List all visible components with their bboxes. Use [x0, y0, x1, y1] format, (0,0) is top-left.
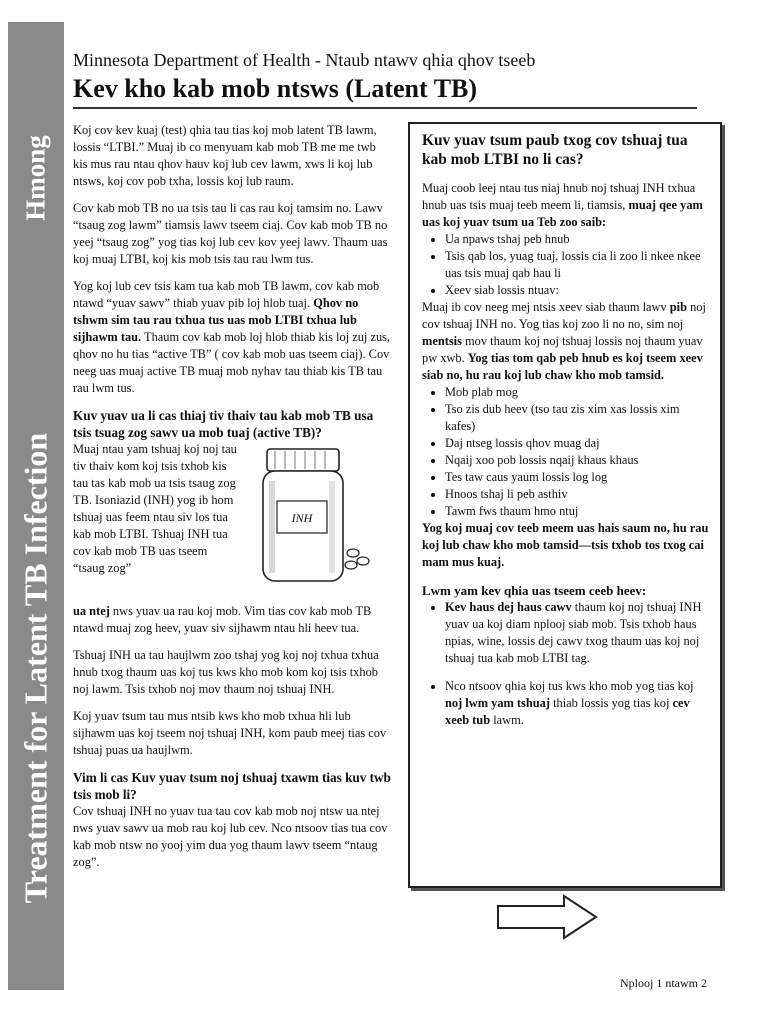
heading-prevent: Kuv yuav ua li cas thiaj tiv thaiv tau kab mob TB usa tsis tsuag zog sawv ua mob tuaj (active TB)? [73, 408, 374, 440]
left-column [73, 122, 391, 881]
remind-a: Nco ntsoov qhia koj tus kws kho mob yog tias koj [445, 679, 694, 693]
symptom-list [422, 231, 710, 299]
box-intro [422, 180, 710, 231]
medicine-bottle-illustration [249, 441, 389, 591]
paragraph-active-tb [73, 278, 391, 397]
remind-e: lawm. [490, 713, 524, 727]
medicine-section [73, 441, 391, 617]
list-item: • Hnoos tshaj li peb asthiv [445, 486, 710, 503]
department-name: Minnesota Department of Health - Ntaub ntawv qhia qhov tseeb [73, 50, 536, 70]
remind-c: thiab lossis yog tias koj [549, 696, 673, 710]
list-item: • Tso zis dub heev (tso tau zis xim xas lossis xim kafes) [445, 401, 710, 435]
nausea-note [422, 299, 710, 384]
remind-b: noj lwm yam tshuaj [445, 696, 550, 710]
remind-d: cev xeeb tub [445, 696, 690, 727]
list-item: • Tsis qab los, yuag tuaj, lossis cia li zoo li nkee nkee uas tsis muaj qab hau li [445, 248, 710, 282]
paragraph-inh-bold: ua ntej [73, 604, 110, 618]
other-advice-heading: Lwm yam kev qhia uas tseem ceeb heev: [422, 583, 647, 598]
page-number: Nplooj 1 ntawm 2 [620, 976, 707, 990]
paragraph-active-tb-bold: Qhov no tshwm sim tau rau txhua tus uas mob LTBI txhua lub sijhawm tau. [73, 296, 359, 344]
alcohol-bold: Kev haus dej haus cawv [445, 600, 572, 614]
header [73, 48, 697, 105]
warning-text [422, 520, 710, 571]
list-item: • Nqaij xoo pob lossis nqaij khaus khaus [445, 452, 710, 469]
list-item: • Tes taw caus yaum lossis log log [445, 469, 710, 486]
advice-list [422, 599, 710, 729]
nausea-c: noj cov tshuaj INH no. Yog tias koj zoo li no no, sim noj [422, 300, 706, 331]
sidebar-title: Treatment for Latent TB Infection [17, 432, 54, 904]
alcohol-text: thaum koj noj tshuaj INH yuav ua koj diam nplooj siab mob. Tsis txhob haus npias, wine, lossis dej cawv txog thaum uas koj noj tshuaj tua kab mob LTBI tag. [445, 600, 702, 665]
list-item [445, 599, 710, 667]
pill-icon [347, 549, 359, 557]
paragraph-active-tb-a: Yog koj lub cev tsis kam tua kab mob TB lawm, cov kab mob ntawd “yuav sawv” thiab yuav pib loj hlob tuaj. [73, 279, 380, 310]
title-rule [73, 107, 697, 109]
pill-icon [345, 561, 357, 569]
paragraph-why: Cov tshuaj INH no yuav tua tau cov kab mob noj ntsw ua ntej nws yuav sawv ua mob rau koj lub cev. Nco ntsoov tias tua cov kab mob ntsw no yooj yim dua yog thaum lawv tseem “ntaug zog”. [73, 804, 388, 869]
paragraph-daily: Tshuaj INH ua tau haujlwm zoo tshaj yog koj noj txhua txhua hnub txog thaum uas koj tus kws kho mob kom koj tsis txhob noj lawm. Tsis txhob noj mov thaum noj tshuaj INH. [73, 648, 379, 696]
bottle-label: INH [291, 511, 313, 525]
nausea-e: mov thaum koj noj tshuaj lossis noj thaum yuav pw xwb. [422, 334, 703, 365]
pill-icon [357, 557, 369, 565]
symptom-list-2 [422, 384, 710, 520]
heading-why: Vim li cas Kuv yuav tsum noj tshuaj txawm tias kuv twb tsis mob li? [73, 770, 391, 802]
list-item: • Ua npaws tshaj peb hnub [445, 231, 710, 248]
paragraph-inh-c: nws yuav ua rau koj mob. Vim tias cov kab mob TB ntawd muaj zog heev, yuav siv sijhawm ntau hli heev tua. [73, 604, 372, 635]
nausea-f: Yog tias tom qab peb hnub es koj tseem xeev siab no, hu rau koj lub chaw kho mob tamsid. [422, 351, 703, 382]
box-intro-bold: muaj qee yam uas koj yuav tsum ua Teb zoo saib: [422, 198, 703, 229]
paragraph-inh [73, 441, 239, 577]
nausea-a: Muaj ib cov neeg mej ntsis xeev siab thaum lawv [422, 300, 670, 314]
list-item: • Xeev siab lossis ntuav: [445, 282, 710, 299]
paragraph-intro: Koj cov kev kuaj (test) qhia tau tias koj mob latent TB lawm, lossis “LTBI.” Muaj ib co menyuam kab mob TB me me twb kis mus rau ntau qhov hauv koj lub cev lawm, xws li koj lub ntsws, koj cov pob txha, lossis koj lub raum. [73, 123, 377, 188]
paragraph-sleeping-germs: Cov kab mob TB no ua tsis tau li cas rau koj tamsim no. Lawv “tsaug zog lawm” tiamsis lawv tseem ciaj. Cov kab mob TB no yeej “tsaug zog” yog tias koj lub cev kov yeej lawv. Thaum uas koj muaj LTBI, koj kis mob tsis tau rau lwm tus. [73, 201, 388, 266]
box-intro-a: Muaj coob leej ntau tus niaj hnub noj tshuaj INH txhua hnub uas tsis muaj teeb meem li, tiamsis, [422, 181, 696, 212]
next-page-arrow-icon[interactable] [496, 894, 598, 940]
list-item: • Daj ntseg lossis qhov muag daj [445, 435, 710, 452]
nausea-d: mentsis [422, 334, 462, 348]
info-box [408, 122, 722, 888]
box-title: Kuv yuav tsum paub txog cov tshuaj tua kab mob LTBI no li cas? [422, 132, 688, 168]
list-item: • Tawm fws thaum hmo ntuj [445, 503, 710, 520]
page-title: Kev kho kab mob ntsws (Latent TB) [73, 74, 478, 103]
list-item: • Mob plab mog [445, 384, 710, 401]
paragraph-active-tb-c: Thaum cov kab mob loj hlob thiab kis loj zuj zus, qhov no hu tias “active TB” ( cov kab mob uas tseem ciaj). Cov neeg uas muaj active TB muaj mob nyhav tau thiab kis TB tau rau lwm tus. [73, 330, 391, 395]
list-item [445, 678, 710, 729]
sidebar-language: Hmong [20, 135, 51, 221]
warning-bold: Yog koj muaj cov teeb meem uas hais saum no, hu rau koj lub chaw kho mob tamsid—tsis txhob tos txog cai mam mus kuaj. [422, 521, 709, 569]
paragraph-inh-a: Muaj ntau yam tshuaj koj noj tau tiv thaiv kom koj tsis txhob kis tau tas kab mob ua tsis tsaug zog TB. Isoniazid (INH) yog ib hom tshuaj uas feem ntau siv los tua kab mob LTBI. Tshuaj INH tua cov kab mob TB uas tseem “tsaug zog” [73, 442, 237, 575]
paragraph-monthly: Koj yuav tsum tau mus ntsib kws kho mob txhua hli lub sijhawm uas koj tseem noj tshuaj INH, kom paub meej tias cov tshuaj puas ua haujlwm. [73, 709, 387, 757]
nausea-b: pib [669, 300, 687, 314]
